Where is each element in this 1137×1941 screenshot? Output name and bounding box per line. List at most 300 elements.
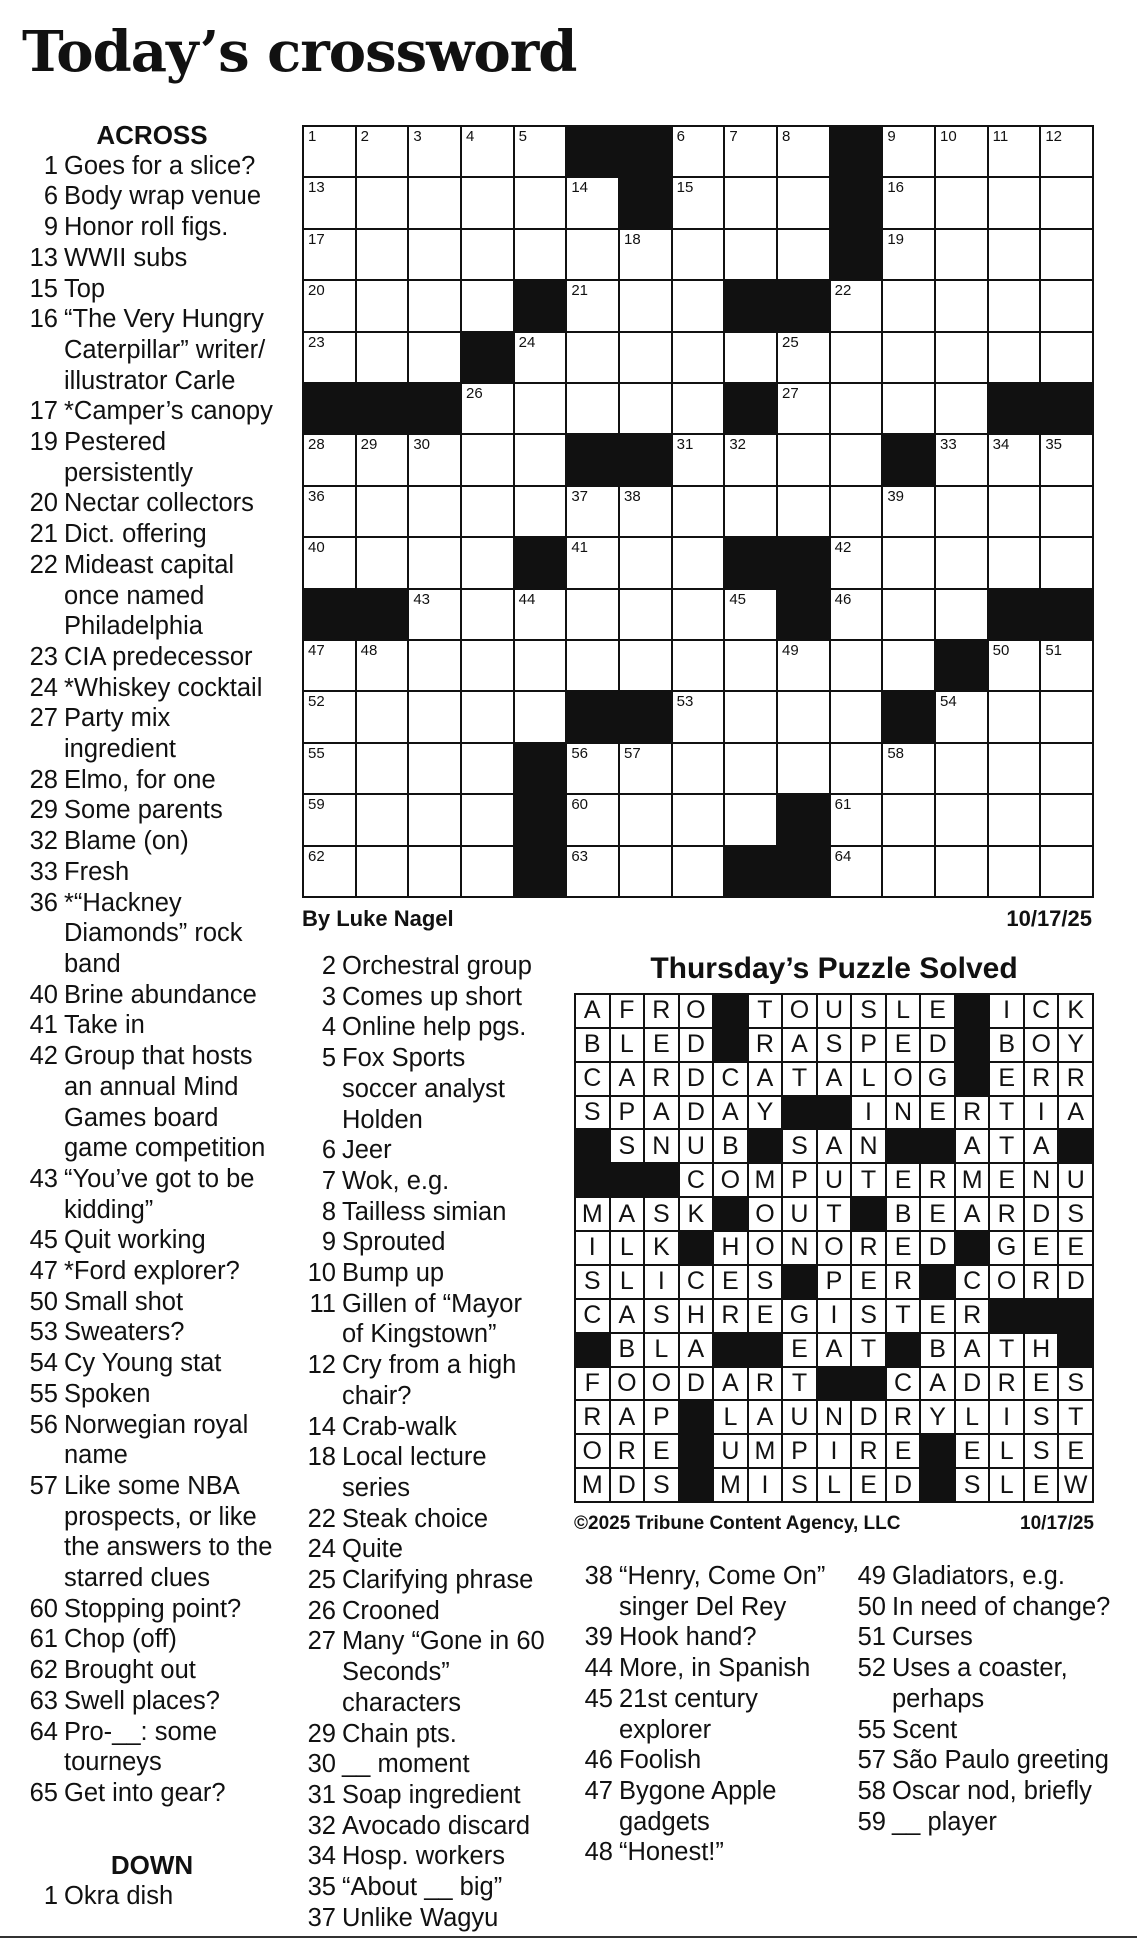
grid-cell[interactable] <box>304 487 355 536</box>
grid-cell[interactable] <box>567 795 618 844</box>
grid-cell[interactable] <box>1041 538 1092 587</box>
solution-cell: I <box>990 995 1023 1027</box>
clue-text: Pro-__: some tourneys <box>64 1717 218 1777</box>
grid-cell[interactable] <box>409 435 460 484</box>
clue-item <box>22 1655 282 1686</box>
grid-cell[interactable] <box>304 127 355 176</box>
solution-cell: S <box>611 1130 644 1162</box>
clue-number: 8 <box>321 1197 336 1226</box>
grid-cell[interactable] <box>515 127 566 176</box>
clue-text: CIA predecessor <box>64 642 253 671</box>
clue-number: 22 <box>307 1504 336 1533</box>
cell-number: 13 <box>308 179 325 197</box>
down-clues-col1 <box>22 1881 282 1912</box>
grid-cell[interactable] <box>831 847 882 896</box>
solution-cell: R <box>990 1198 1023 1230</box>
grid-cell[interactable] <box>673 127 724 176</box>
grid-cell[interactable] <box>357 487 408 536</box>
grid-cell[interactable] <box>620 795 671 844</box>
grid-cell[interactable] <box>725 590 776 639</box>
cell-number: 6 <box>676 128 685 145</box>
grid-cell[interactable] <box>515 384 566 433</box>
grid-cell[interactable] <box>620 384 671 433</box>
solution-cell: R <box>956 1300 989 1332</box>
grid-cell[interactable] <box>304 795 355 844</box>
grid-cell[interactable] <box>673 281 724 330</box>
down-clues-col2 <box>300 951 545 1934</box>
grid-cell[interactable] <box>462 590 513 639</box>
grid-cell[interactable] <box>304 281 355 330</box>
solution-cell: O <box>887 1063 920 1095</box>
grid-cell[interactable] <box>304 178 355 227</box>
grid-cell[interactable] <box>883 281 934 330</box>
grid-cell[interactable] <box>462 230 513 279</box>
grid-cell[interactable] <box>357 847 408 896</box>
grid-cell[interactable] <box>567 847 618 896</box>
solution-cell: N <box>887 1097 920 1129</box>
grid-cell[interactable] <box>1041 641 1092 690</box>
grid-cell[interactable] <box>409 795 460 844</box>
solution-cell: C <box>956 1266 989 1298</box>
grid-cell[interactable] <box>831 744 882 793</box>
black-square <box>725 538 776 587</box>
grid-cell[interactable] <box>936 230 987 279</box>
grid-cell[interactable] <box>936 692 987 741</box>
grid-cell[interactable] <box>515 590 566 639</box>
grid-cell[interactable] <box>831 641 882 690</box>
clue-text: Chain pts. <box>342 1719 457 1748</box>
grid-cell[interactable] <box>778 487 829 536</box>
clue-number: 6 <box>43 182 58 211</box>
solution-cell: D <box>852 1401 885 1433</box>
grid-cell[interactable] <box>409 692 460 741</box>
grid-cell[interactable] <box>936 847 987 896</box>
grid-cell[interactable] <box>725 333 776 382</box>
clue-number: 32 <box>29 827 58 856</box>
grid-cell[interactable] <box>1041 178 1092 227</box>
grid-cell[interactable] <box>778 384 829 433</box>
clue-text: Hook hand? <box>619 1623 757 1652</box>
grid-cell[interactable] <box>567 230 618 279</box>
cell-number: 32 <box>729 436 747 454</box>
crossword-grid[interactable] <box>302 125 1094 898</box>
solution-cell: R <box>1025 1063 1058 1095</box>
clue-text: Clarifying phrase <box>342 1566 534 1595</box>
solution-cell: I <box>818 1300 851 1332</box>
grid-cell[interactable] <box>989 127 1040 176</box>
solution-cell: B <box>714 1130 747 1162</box>
grid-cell[interactable] <box>357 281 408 330</box>
grid-cell[interactable] <box>831 590 882 639</box>
solution-cell: A <box>611 1198 644 1230</box>
grid-cell[interactable] <box>831 795 882 844</box>
grid-cell[interactable] <box>462 384 513 433</box>
clue-text: São Paulo greeting <box>892 1746 1109 1775</box>
clue-item <box>22 888 282 980</box>
solution-cell: A <box>576 995 609 1027</box>
grid-cell[interactable] <box>936 487 987 536</box>
clue-item <box>22 1379 282 1410</box>
grid-cell[interactable] <box>831 435 882 484</box>
grid-cell[interactable] <box>936 538 987 587</box>
grid-cell[interactable] <box>409 590 460 639</box>
grid-cell[interactable] <box>567 333 618 382</box>
grid-cell[interactable] <box>462 692 513 741</box>
solution-cell: A <box>611 1063 644 1095</box>
grid-cell[interactable] <box>673 384 724 433</box>
grid-cell[interactable] <box>778 178 829 227</box>
black-square <box>611 1164 644 1196</box>
clue-text: Comes up short <box>342 982 522 1011</box>
grid-cell[interactable] <box>1041 847 1092 896</box>
black-square <box>921 1266 954 1298</box>
solution-cell: S <box>645 1300 678 1332</box>
grid-cell[interactable] <box>304 230 355 279</box>
grid-cell[interactable] <box>989 178 1040 227</box>
grid-cell[interactable] <box>936 127 987 176</box>
grid-cell[interactable] <box>515 230 566 279</box>
clue-number: 62 <box>29 1656 58 1685</box>
grid-cell[interactable] <box>883 641 934 690</box>
grid-cell[interactable] <box>989 692 1040 741</box>
black-square <box>567 692 618 741</box>
grid-cell[interactable] <box>515 435 566 484</box>
grid-cell[interactable] <box>778 127 829 176</box>
grid-cell[interactable] <box>936 795 987 844</box>
clue-number: 52 <box>857 1654 886 1683</box>
cell-number: 39 <box>887 487 905 505</box>
grid-cell[interactable] <box>620 281 671 330</box>
grid-cell[interactable] <box>357 538 408 587</box>
solution-cell: S <box>1059 1198 1092 1230</box>
grid-cell[interactable] <box>515 692 566 741</box>
grid-cell[interactable] <box>989 435 1040 484</box>
clue-text: Norwegian royal name <box>64 1410 249 1470</box>
grid-cell[interactable] <box>778 333 829 382</box>
black-square <box>714 995 747 1027</box>
grid-cell[interactable] <box>673 333 724 382</box>
solution-cell: F <box>611 995 644 1027</box>
grid-cell[interactable] <box>409 641 460 690</box>
grid-cell[interactable] <box>989 281 1040 330</box>
grid-cell[interactable] <box>883 744 934 793</box>
grid-cell[interactable] <box>989 795 1040 844</box>
black-square <box>304 384 355 433</box>
clue-number: 15 <box>29 274 58 303</box>
grid-cell[interactable] <box>673 178 724 227</box>
grid-cell[interactable] <box>725 230 776 279</box>
grid-cell[interactable] <box>673 847 724 896</box>
clue-item <box>850 1622 1120 1653</box>
grid-cell[interactable] <box>883 795 934 844</box>
grid-cell[interactable] <box>725 178 776 227</box>
grid-cell[interactable] <box>620 230 671 279</box>
grid-cell[interactable] <box>1041 281 1092 330</box>
down-clues-col3 <box>577 1561 842 1868</box>
grid-cell[interactable] <box>778 641 829 690</box>
grid-cell[interactable] <box>567 590 618 639</box>
grid-cell[interactable] <box>462 281 513 330</box>
solution-cell: B <box>990 1029 1023 1061</box>
cell-number: 47 <box>308 642 325 659</box>
grid-cell[interactable] <box>304 744 355 793</box>
grid-cell[interactable] <box>304 641 355 690</box>
solution-cell: E <box>749 1300 782 1332</box>
grid-cell[interactable] <box>462 641 513 690</box>
solution-cell: A <box>714 1097 747 1129</box>
grid-cell[interactable] <box>883 384 934 433</box>
clue-text: __ moment <box>342 1750 470 1779</box>
grid-cell[interactable] <box>936 281 987 330</box>
grid-cell[interactable] <box>1041 744 1092 793</box>
grid-cell[interactable] <box>673 590 724 639</box>
grid-cell[interactable] <box>725 641 776 690</box>
solution-cell: E <box>990 1063 1023 1095</box>
grid-cell[interactable] <box>567 538 618 587</box>
grid-cell[interactable] <box>725 744 776 793</box>
grid-cell[interactable] <box>831 692 882 741</box>
grid-cell[interactable] <box>567 641 618 690</box>
solution-cell: O <box>611 1368 644 1400</box>
grid-cell[interactable] <box>673 692 724 741</box>
grid-cell[interactable] <box>620 538 671 587</box>
black-square <box>462 333 513 382</box>
grid-cell[interactable] <box>989 333 1040 382</box>
grid-cell[interactable] <box>462 744 513 793</box>
grid-cell[interactable] <box>989 847 1040 896</box>
clue-text: Top <box>64 274 106 303</box>
black-square <box>714 1198 747 1230</box>
clue-number: 6 <box>321 1136 336 1165</box>
grid-cell[interactable] <box>883 847 934 896</box>
grid-cell[interactable] <box>357 692 408 741</box>
clue-item <box>22 550 282 642</box>
clue-number: 37 <box>307 1903 336 1932</box>
clue-number: 19 <box>29 428 58 457</box>
grid-cell[interactable] <box>936 333 987 382</box>
grid-cell[interactable] <box>357 333 408 382</box>
grid-cell[interactable] <box>883 178 934 227</box>
grid-cell[interactable] <box>989 744 1040 793</box>
grid-cell[interactable] <box>409 487 460 536</box>
cell-number: 22 <box>834 282 852 300</box>
solution-cell: D <box>680 1368 713 1400</box>
grid-cell[interactable] <box>357 795 408 844</box>
clue-text: In need of change? <box>892 1592 1111 1621</box>
grid-cell[interactable] <box>936 384 987 433</box>
grid-cell[interactable] <box>989 230 1040 279</box>
clue-text: Cry from a high chair? <box>342 1351 517 1410</box>
grid-cell[interactable] <box>462 127 513 176</box>
grid-cell[interactable] <box>725 487 776 536</box>
grid-cell[interactable] <box>620 847 671 896</box>
grid-cell[interactable] <box>620 641 671 690</box>
grid-cell[interactable] <box>567 178 618 227</box>
grid-cell[interactable] <box>673 641 724 690</box>
grid-cell[interactable] <box>567 384 618 433</box>
grid-cell[interactable] <box>883 230 934 279</box>
grid-cell[interactable] <box>357 178 408 227</box>
solution-cell: O <box>783 995 816 1027</box>
grid-cell[interactable] <box>936 590 987 639</box>
grid-cell[interactable] <box>673 435 724 484</box>
grid-cell[interactable] <box>725 692 776 741</box>
grid-cell[interactable] <box>778 230 829 279</box>
grid-cell[interactable] <box>462 795 513 844</box>
grid-cell[interactable] <box>883 487 934 536</box>
grid-cell[interactable] <box>409 744 460 793</box>
grid-cell[interactable] <box>1041 795 1092 844</box>
cell-number: 17 <box>308 230 325 248</box>
clue-number: 63 <box>29 1686 58 1715</box>
grid-cell[interactable] <box>357 641 408 690</box>
solution-cell: L <box>645 1334 678 1366</box>
solution-cell: U <box>1059 1164 1092 1196</box>
grid-cell[interactable] <box>620 487 671 536</box>
grid-cell[interactable] <box>304 435 355 484</box>
grid-cell[interactable] <box>1041 435 1092 484</box>
cell-number: 23 <box>308 333 325 351</box>
grid-cell[interactable] <box>357 435 408 484</box>
solution-cell: B <box>921 1334 954 1366</box>
clue-item <box>577 1653 842 1684</box>
grid-cell[interactable] <box>409 847 460 896</box>
solution-cell: M <box>576 1198 609 1230</box>
grid-cell[interactable] <box>567 744 618 793</box>
solution-cell: A <box>749 1063 782 1095</box>
grid-cell[interactable] <box>409 127 460 176</box>
solution-cell: N <box>783 1232 816 1264</box>
solution-cell: E <box>990 1164 1023 1196</box>
clue-text: More, in Spanish <box>619 1654 811 1683</box>
grid-cell[interactable] <box>989 487 1040 536</box>
clue-number: 35 <box>307 1873 336 1902</box>
grid-cell[interactable] <box>673 795 724 844</box>
grid-cell[interactable] <box>673 230 724 279</box>
clue-number: 20 <box>29 489 58 518</box>
clue-item <box>22 519 282 550</box>
grid-cell[interactable] <box>883 333 934 382</box>
grid-cell[interactable] <box>515 641 566 690</box>
clue-number: 24 <box>29 673 58 702</box>
grid-cell[interactable] <box>778 435 829 484</box>
grid-cell[interactable] <box>883 538 934 587</box>
grid-cell[interactable] <box>725 795 776 844</box>
solution-cell: E <box>921 1198 954 1230</box>
grid-cell[interactable] <box>620 333 671 382</box>
grid-cell[interactable] <box>989 538 1040 587</box>
grid-cell[interactable] <box>357 744 408 793</box>
grid-cell[interactable] <box>725 435 776 484</box>
solution-cell: L <box>611 1266 644 1298</box>
grid-cell[interactable] <box>831 333 882 382</box>
clue-text: Curses <box>892 1623 973 1652</box>
grid-cell[interactable] <box>778 692 829 741</box>
grid-cell[interactable] <box>778 744 829 793</box>
clue-item <box>22 1881 282 1912</box>
clue-number: 59 <box>857 1807 886 1836</box>
grid-cell[interactable] <box>1041 230 1092 279</box>
solution-cell: S <box>956 1469 989 1501</box>
grid-cell[interactable] <box>1041 127 1092 176</box>
grid-cell[interactable] <box>673 487 724 536</box>
grid-cell[interactable] <box>620 590 671 639</box>
clue-text: Scent <box>892 1715 958 1744</box>
black-square <box>725 847 776 896</box>
cell-number: 31 <box>676 436 694 454</box>
clue-number: 25 <box>307 1566 336 1595</box>
grid-cell[interactable] <box>304 538 355 587</box>
grid-cell[interactable] <box>409 230 460 279</box>
cell-number: 37 <box>571 487 589 505</box>
grid-cell[interactable] <box>357 127 408 176</box>
grid-cell[interactable] <box>673 744 724 793</box>
grid-cell[interactable] <box>831 487 882 536</box>
solution-cell: E <box>956 1435 989 1467</box>
grid-cell[interactable] <box>304 333 355 382</box>
grid-cell[interactable] <box>831 384 882 433</box>
grid-cell[interactable] <box>831 281 882 330</box>
grid-cell[interactable] <box>409 538 460 587</box>
grid-cell[interactable] <box>989 641 1040 690</box>
clue-number: 3 <box>321 982 336 1011</box>
grid-cell[interactable] <box>725 127 776 176</box>
grid-cell[interactable] <box>1041 692 1092 741</box>
grid-cell[interactable] <box>831 538 882 587</box>
clue-text: Gillen of “Mayor of Kingstown” <box>342 1289 522 1349</box>
solution-cell: F <box>576 1368 609 1400</box>
grid-cell[interactable] <box>936 178 987 227</box>
black-square <box>1041 384 1092 433</box>
grid-cell[interactable] <box>1041 487 1092 536</box>
grid-cell[interactable] <box>462 847 513 896</box>
black-square <box>357 590 408 639</box>
solution-cell: M <box>714 1469 747 1501</box>
grid-cell[interactable] <box>462 487 513 536</box>
solution-cell: O <box>714 1164 747 1196</box>
solution-cell: E <box>1025 1232 1058 1264</box>
grid-cell[interactable] <box>304 847 355 896</box>
grid-cell[interactable] <box>409 178 460 227</box>
black-square <box>778 590 829 639</box>
grid-cell[interactable] <box>409 281 460 330</box>
grid-cell[interactable] <box>357 230 408 279</box>
grid-cell[interactable] <box>883 127 934 176</box>
black-square <box>887 1130 920 1162</box>
cell-number: 16 <box>887 179 905 197</box>
grid-cell[interactable] <box>462 435 513 484</box>
grid-cell[interactable] <box>567 281 618 330</box>
grid-cell[interactable] <box>462 538 513 587</box>
grid-cell[interactable] <box>936 744 987 793</box>
grid-cell[interactable] <box>673 538 724 587</box>
grid-cell[interactable] <box>883 590 934 639</box>
grid-cell[interactable] <box>515 178 566 227</box>
solution-cell: S <box>749 1266 782 1298</box>
grid-cell[interactable] <box>462 178 513 227</box>
grid-cell[interactable] <box>304 692 355 741</box>
grid-cell[interactable] <box>1041 333 1092 382</box>
grid-cell[interactable] <box>409 333 460 382</box>
solution-cell: R <box>576 1401 609 1433</box>
grid-cell[interactable] <box>515 333 566 382</box>
solution-cell: R <box>1059 1063 1092 1095</box>
grid-cell[interactable] <box>515 487 566 536</box>
solution-cell: L <box>887 995 920 1027</box>
grid-cell[interactable] <box>936 435 987 484</box>
grid-cell[interactable] <box>620 744 671 793</box>
grid-cell[interactable] <box>567 487 618 536</box>
